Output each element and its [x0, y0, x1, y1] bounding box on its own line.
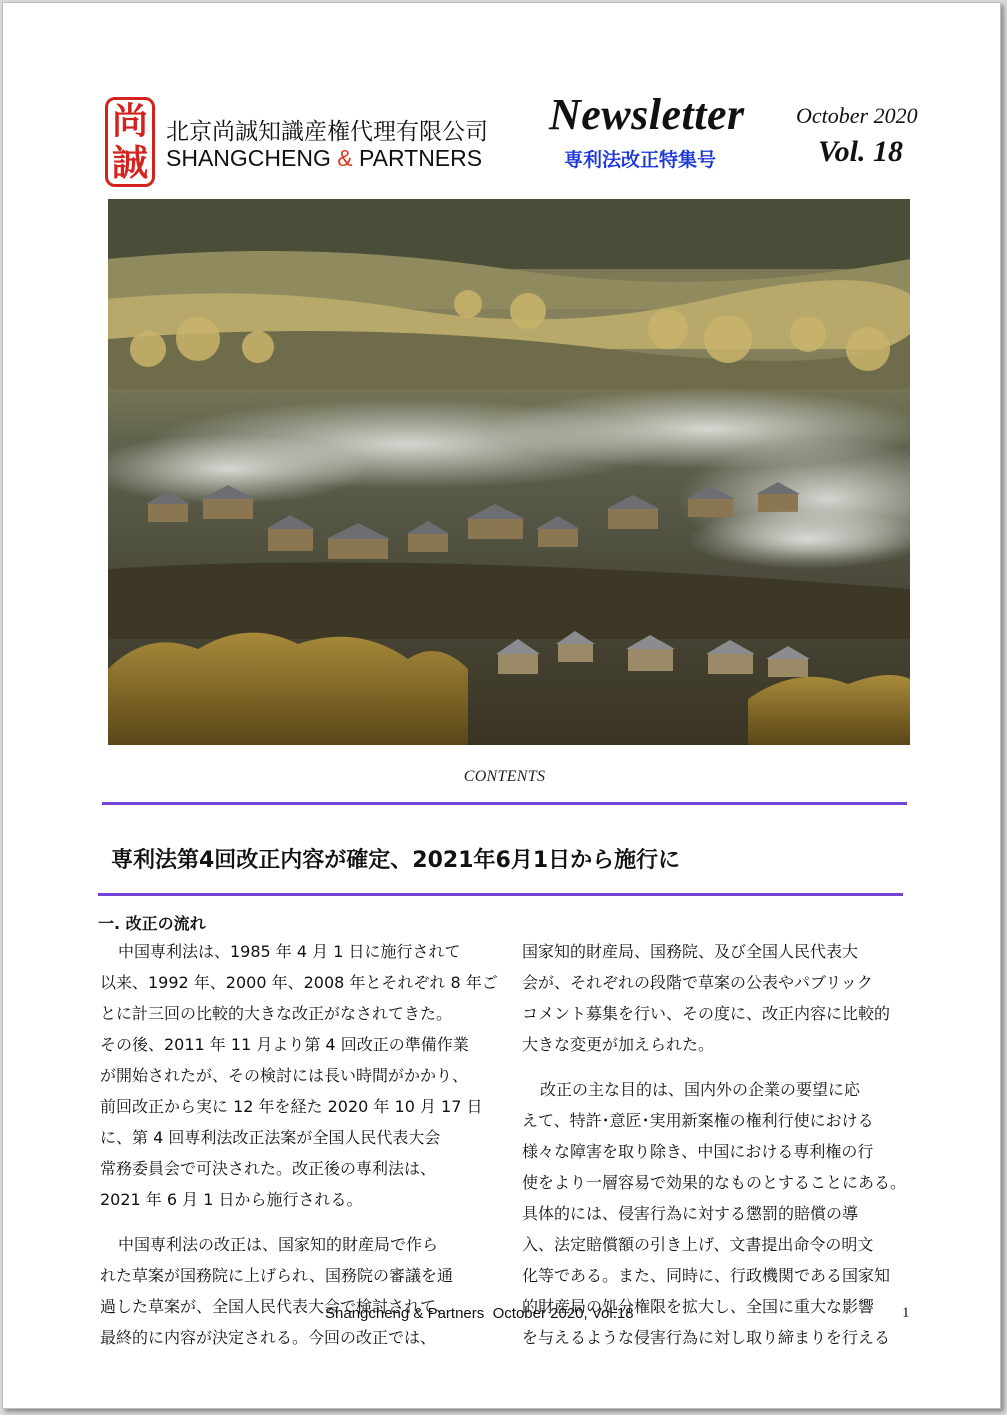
left-p1-line: とに計三回の比較的大きな改正がなされてきた。 — [100, 1004, 453, 1023]
left-p1-line: 以来、1992 年、2000 年、2008 年とそれぞれ 8 年ご — [100, 973, 498, 992]
issue-volume: Vol. 18 — [818, 135, 904, 168]
footer-text: Shangcheng & Partners October 2020, Vol.18 — [325, 1305, 634, 1322]
left-p1-line: が開始されたが、その検討には長い時間がかかり、 — [100, 1066, 469, 1085]
company-en-part2: PARTNERS — [352, 145, 483, 171]
left-column — [100, 936, 498, 1353]
right-p2-line: 入、法定賠償額の引き上げ、文書提出命令の明文 — [522, 1235, 874, 1254]
left-p1-line: その後、2011 年 11 月より第 4 回改正の準備作業 — [100, 1035, 469, 1054]
page-number: 1 — [902, 1305, 910, 1321]
right-p1-line: 会が、それぞれの段階で草案の公表やパブリック — [522, 973, 873, 992]
right-p2-line: 改正の主な目的は、国内外の企業の要望に応 — [540, 1080, 861, 1099]
left-p1-line: に、第 4 回専利法改正法案が全国人民代表大会 — [100, 1128, 441, 1147]
contents-divider — [102, 802, 907, 805]
left-p2-line: 最終的に内容が決定される。今回の改正では、 — [100, 1328, 437, 1347]
seal-char-2: 誠 — [111, 142, 148, 184]
left-p1-line: 常務委員会で可決された。改正後の専利法は、 — [100, 1159, 437, 1178]
hero-landscape-image — [108, 199, 910, 745]
company-en-part1: SHANGCHENG — [166, 145, 338, 171]
contents-label: CONTENTS — [463, 768, 546, 785]
right-p2-line: 使をより一層容易で効果的なものとすることにある。 — [522, 1173, 907, 1192]
company-seal-logo — [105, 97, 155, 187]
headline-divider — [98, 893, 903, 896]
left-p1-line: 2021 年 6 月 1 日から施行される。 — [100, 1190, 363, 1209]
right-p1-line: 国家知的財産局、国務院、及び全国人民代表大 — [522, 942, 859, 961]
special-issue-label: 専利法改正特集号 — [564, 149, 717, 171]
newsletter-page — [2, 2, 1001, 1409]
company-name-en — [166, 145, 482, 172]
right-p2-line: えて、特許･意匠･実用新案権の権利行使における — [522, 1111, 874, 1130]
section-title: 一. 改正の流れ — [98, 914, 206, 933]
issue-date: October 2020 — [796, 103, 918, 128]
seal-char-1: 尚 — [111, 100, 148, 142]
right-p1-line: 大きな変更が加えられた。 — [522, 1035, 715, 1054]
left-p2-line: れた草案が国務院に上げられ、国務院の審議を通 — [100, 1266, 453, 1285]
left-p1-line: 中国専利法は、1985 年 4 月 1 日に施行されて — [118, 942, 461, 961]
left-p2-line: 過した草案が、全国人民代表大会で検討されて、 — [100, 1297, 452, 1316]
newsletter-title: Newsletter — [549, 90, 745, 139]
right-p2-line: を与えるような侵害行為に対し取り締まりを行える — [522, 1328, 891, 1347]
right-p1-line: コメント募集を行い、その度に、改正内容に比較的 — [522, 1004, 891, 1023]
right-p2-line: 具体的には、侵害行為に対する懲罰的賠償の導 — [522, 1204, 859, 1223]
right-column — [522, 936, 906, 1353]
left-p1-line: 前回改正から実に 12 年を経た 2020 年 10 月 17 日 — [100, 1097, 483, 1116]
company-en-ampersand: & — [337, 145, 353, 171]
right-p2-line: 化等である。また、同時に、行政機関である国家知 — [522, 1266, 891, 1285]
left-p2-line: 中国専利法の改正は、国家知的財産局で作ら — [118, 1235, 439, 1254]
right-p2-line: 的財産局の処分権限を拡大し、全国に重大な影響 — [522, 1297, 875, 1316]
company-name-cn: 北京尚誠知識産権代理有限公司 — [166, 119, 488, 145]
right-p2-line: 様々な障害を取り除き、中国における専利権の行 — [522, 1142, 874, 1161]
article-headline: 専利法第4回改正内容が確定、2021年6月1日から施行に — [111, 848, 681, 873]
